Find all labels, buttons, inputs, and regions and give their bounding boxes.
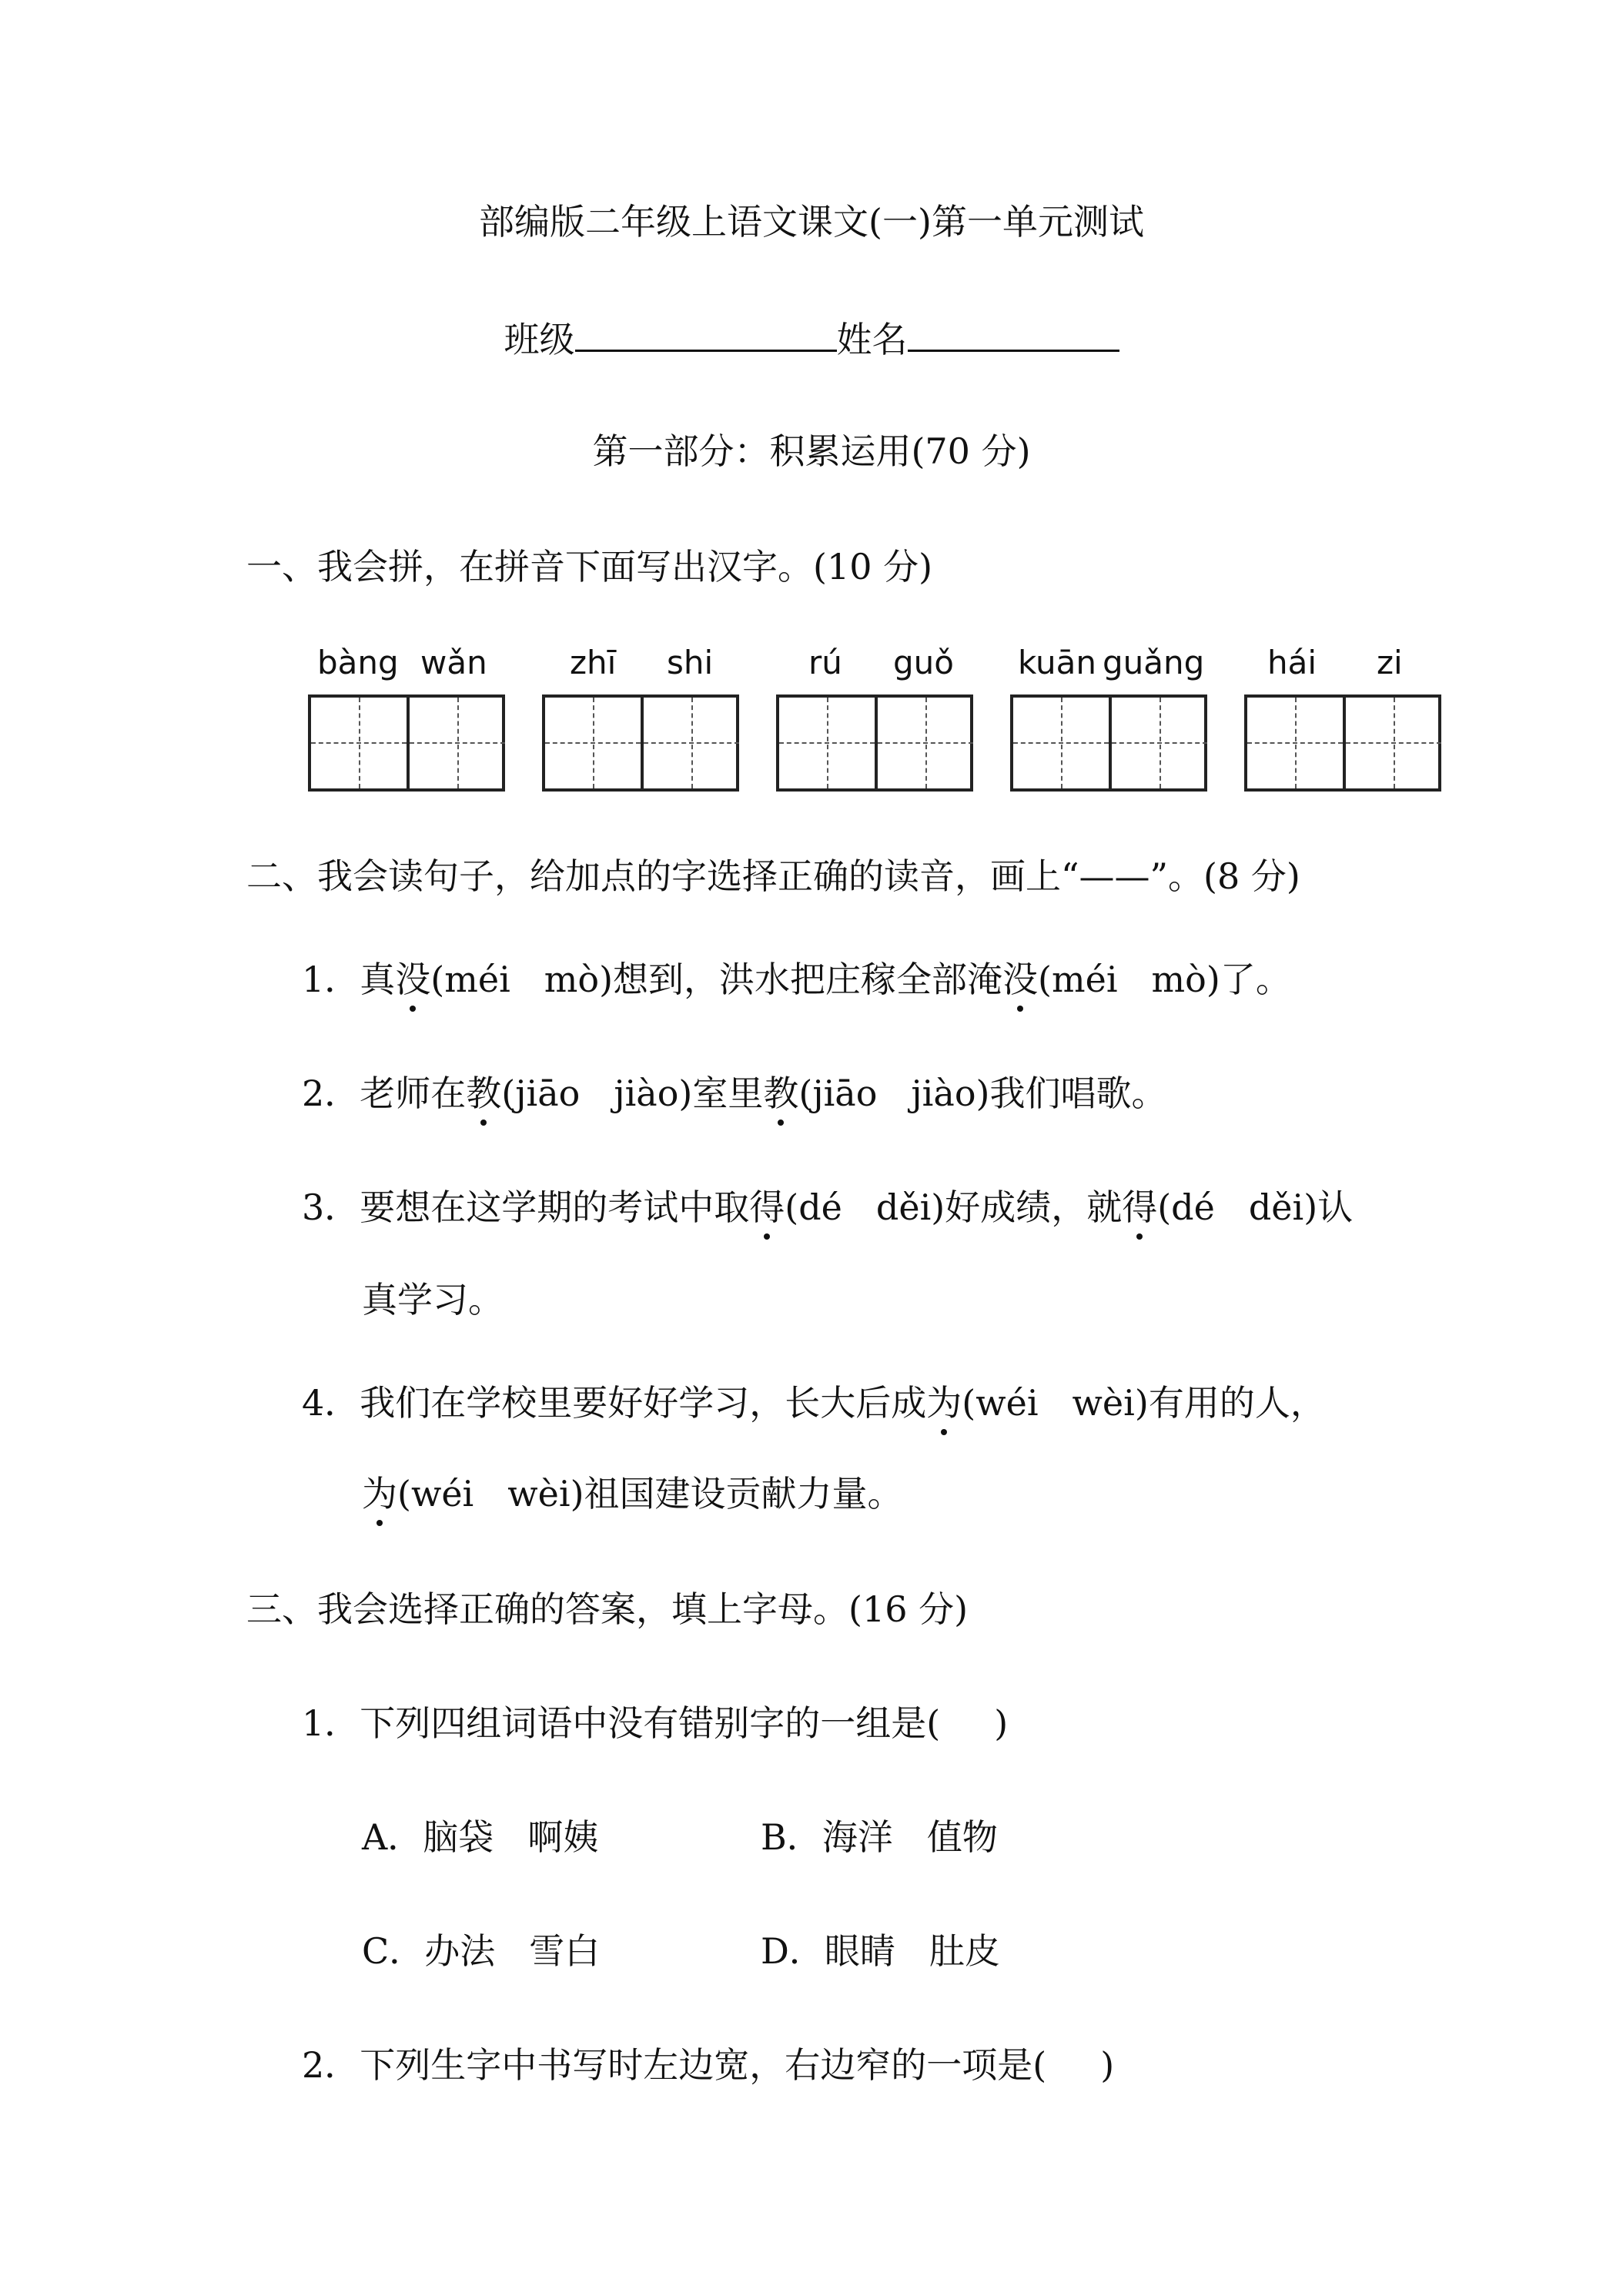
dotted-char: 为 bbox=[362, 1471, 397, 1517]
pinyin-3b: guǒ bbox=[893, 644, 954, 681]
option-b[interactable]: B．海洋 值物 bbox=[761, 1816, 998, 1858]
question2-2: 2．老师在教(jiāo jiào)室里教(jiāo jiào)我们唱歌。 bbox=[302, 1070, 1166, 1116]
option-d[interactable]: D．眼睛 肚皮 bbox=[761, 1930, 1000, 1972]
question2-4-line2: 为(wéi wèi)祖国建设贡献力量。 bbox=[362, 1471, 903, 1517]
dotted-char: 没 bbox=[1002, 956, 1038, 1002]
option-c[interactable]: C．办法 雪白 bbox=[362, 1930, 601, 1972]
writing-grid-5[interactable] bbox=[1244, 694, 1441, 792]
pinyin-2b: shi bbox=[667, 644, 714, 681]
writing-grid-3[interactable] bbox=[776, 694, 973, 792]
question2-3: 3．要想在这学期的考试中取得(dé děi)好成绩，就得(dé děi)认 bbox=[302, 1184, 1353, 1230]
question3-1: 1．下列四组词语中没有错别字的一组是( ) bbox=[302, 1702, 1009, 1744]
option-a[interactable]: A．脑袋 啊姨 bbox=[362, 1816, 599, 1858]
section2-title: 二、我会读句子，给加点的字选择正确的读音，画上“——”。(8 分) bbox=[246, 855, 1300, 897]
pinyin-5b: zi bbox=[1377, 644, 1403, 681]
dotted-char: 为 bbox=[926, 1380, 962, 1426]
dotted-char: 没 bbox=[395, 956, 430, 1002]
section1-title: 一、我会拼，在拼音下面写出汉字。(10 分) bbox=[246, 546, 933, 587]
pinyin-5a: hái bbox=[1267, 644, 1317, 681]
pinyin-2a: zhī bbox=[570, 644, 617, 681]
student-info-line bbox=[0, 314, 1623, 363]
page-title: 部编版二年级上语文课文(一)第一单元测试 bbox=[479, 201, 1144, 243]
pinyin-4a: kuān bbox=[1018, 644, 1097, 681]
dotted-char: 得 bbox=[749, 1184, 785, 1230]
pinyin-4b: guǎng bbox=[1103, 644, 1205, 681]
name-blank[interactable] bbox=[908, 314, 1119, 352]
question3-2: 2．下列生字中书写时左边宽，右边窄的一项是( ) bbox=[302, 2044, 1115, 2086]
class-label: 班级 bbox=[504, 319, 575, 360]
question2-3-line2: 真学习。 bbox=[362, 1279, 504, 1320]
class-blank[interactable] bbox=[575, 314, 837, 352]
section3-title: 三、我会选择正确的答案，填上字母。(16 分) bbox=[246, 1588, 969, 1630]
part-title: 第一部分：积累运用(70 分) bbox=[592, 430, 1031, 472]
dotted-char: 教 bbox=[466, 1070, 501, 1116]
writing-grid-1[interactable] bbox=[308, 694, 505, 792]
writing-grid-4[interactable] bbox=[1010, 694, 1207, 792]
question2-1: 1．真没(méi mò)想到，洪水把庄稼全部淹没(méi mò)了。 bbox=[302, 956, 1291, 1002]
pinyin-1b: wǎn bbox=[420, 644, 487, 681]
writing-grid-2[interactable] bbox=[542, 694, 739, 792]
question2-4: 4．我们在学校里要好好学习，长大后成为(wéi wèi)有用的人， bbox=[302, 1380, 1326, 1426]
name-label: 姓名 bbox=[836, 319, 908, 360]
dotted-char: 得 bbox=[1122, 1184, 1157, 1230]
pinyin-1a: bàng bbox=[317, 644, 399, 681]
pinyin-3a: rú bbox=[808, 644, 842, 681]
dotted-char: 教 bbox=[763, 1070, 798, 1116]
